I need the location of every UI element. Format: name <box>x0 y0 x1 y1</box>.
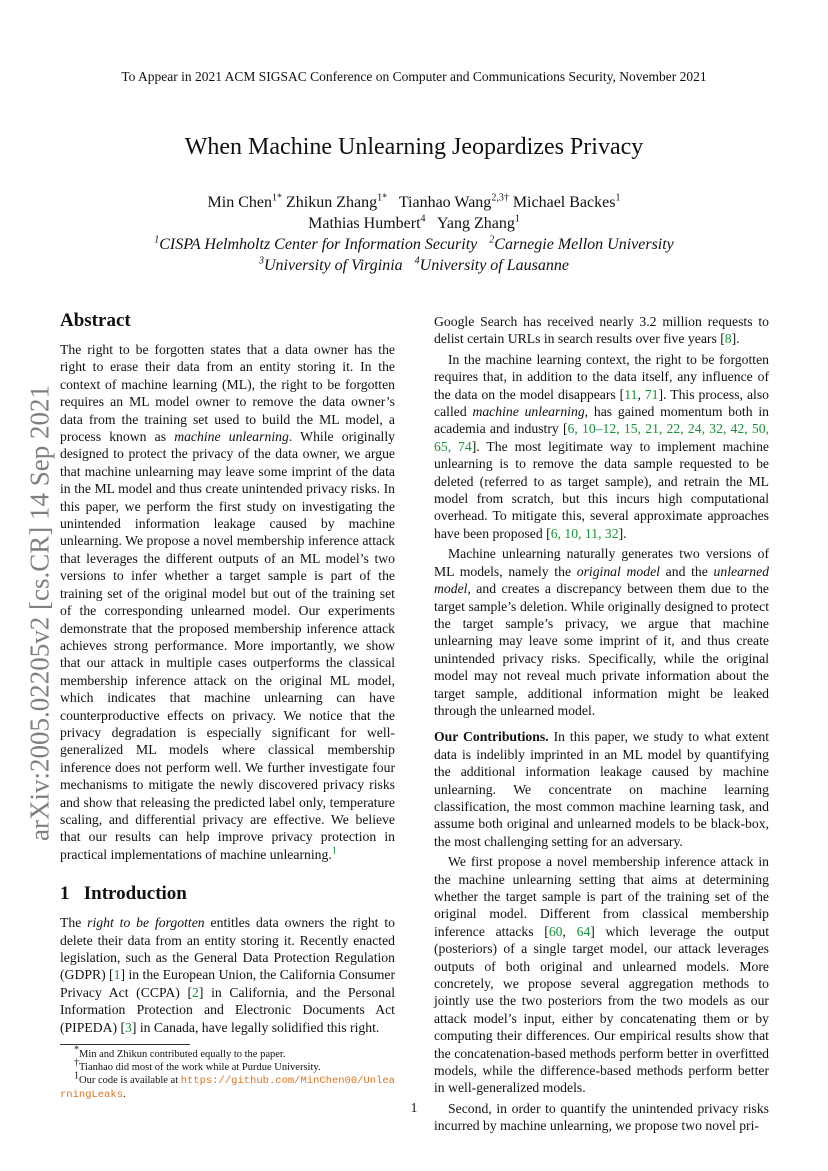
text-run: The <box>60 915 88 931</box>
footnote-text: Our code is available at <box>79 1075 181 1087</box>
author-name: Tianhao Wang <box>398 194 492 211</box>
affiliation-mark: 1 <box>154 234 160 246</box>
text-run: , has gained momentum both in academia and industry [ <box>434 404 769 437</box>
section-number: 1 <box>60 883 70 905</box>
emphasis: original model <box>576 563 660 579</box>
text-run: ] in the European Union, the California Consumer Privacy Act (CCPA) [ <box>60 967 395 1000</box>
affiliation-line-2 <box>0 255 828 276</box>
affiliation-name: University of Virginia <box>264 257 403 274</box>
citation-link[interactable]: 6, 10, 11, 32 <box>550 525 619 541</box>
text-run: ] which leverage the output (posteriors) of a single target model, our attack leverages outputs of both original and unlearned models. More concretely, we propose several aggregation methods to jointly use the two posteriors from the two models as our attack model’s input, either by concatenating them or by computing their differences. Our empirical results show that the concatenation-based methods perform better in overfitted models, while the difference-based methods perform better in well-generalized models. <box>434 923 770 1096</box>
text-run: entitles data owners the right to delete their data from an entity storing it. Recently enacted legislation, such as the General Data Protection Regulation (GDPR) [ <box>60 915 395 983</box>
text-run: In this paper, we study to what extent data is indelibly imprinted in an ML model by quantifying the additional information leakage caused by machine unlearning. We concentrate on machine learning classification, the most common machine learning task, and assume both original and unlearned models to be black-box, the most challenging setting for an adversary. <box>434 729 769 849</box>
footnotes <box>60 1044 395 1102</box>
citation-link[interactable]: 2 <box>192 984 199 1000</box>
paper-title: When Machine Unlearning Jeopardizes Privacy <box>184 134 644 160</box>
footnote <box>60 1057 395 1074</box>
footnote-text: Min and Zhikun contributed equally to the paper. <box>79 1049 286 1061</box>
emphasis: machine unlearning <box>174 429 289 445</box>
citation-link[interactable]: 71 <box>644 386 659 402</box>
citation-link[interactable]: 1 <box>113 967 121 983</box>
citation-link[interactable]: 3 <box>125 1019 132 1035</box>
intro-paragraph <box>60 914 395 1036</box>
text-run: ] in Canada, have legally solidified this right. <box>131 1019 380 1035</box>
text-run: and the <box>659 563 714 579</box>
text-run: ]. <box>731 331 740 347</box>
paragraph <box>434 728 769 850</box>
author-line-1 <box>0 192 828 213</box>
citation-link[interactable]: 60 <box>548 923 563 939</box>
section-heading-introduction <box>60 883 395 905</box>
author-name: Mathias Humbert <box>308 215 421 232</box>
citation-link[interactable]: 8 <box>724 331 732 347</box>
footnote-rule <box>60 1044 190 1045</box>
author-name: Michael Backes <box>512 194 616 211</box>
text-run: ]. This process, also called <box>434 386 769 420</box>
footnote <box>60 1070 395 1102</box>
author-name: Zhikun Zhang <box>286 194 378 211</box>
affiliation-name: Carnegie Mellon University <box>494 236 674 253</box>
text-run: , <box>637 386 645 402</box>
text-run: The right to be forgotten states that a data owner has the right to erase their data from an entity storing it. In the context of machine learning (ML), the right to be forgotten requires an ML model owner to remove the data owner’s data from the training set used to build the ML model, a process known as <box>60 342 395 445</box>
author-mark: 1 <box>615 192 621 204</box>
author-mark: 4 <box>420 213 426 225</box>
affiliation-mark: 4 <box>414 255 420 267</box>
section-title: Introduction <box>83 883 187 905</box>
paragraph <box>434 351 769 542</box>
footnote <box>60 1044 395 1061</box>
footnote-mark: 1 <box>74 1070 79 1082</box>
affiliation-name: CISPA Helmholtz Center for Information Security <box>159 236 478 253</box>
abstract-text <box>60 341 395 863</box>
text-run: Machine unlearning naturally generates two versions of ML models, namely the <box>434 546 769 579</box>
paragraph <box>434 313 769 348</box>
text-run: We first propose a novel membership inference attack in the machine unlearning setting that aims at determining whether the target sample is part of the training set of the original model. Different from classical membership inference attacks [ <box>434 854 769 939</box>
text-run: ] in California, and the Personal Information Protection and Electronic Documents Act (PIPEDA) [ <box>60 984 395 1035</box>
text-run: ]. <box>618 525 627 541</box>
footnote-text: Tianhao did most of the work while at Purdue University. <box>79 1062 321 1074</box>
page-number: 1 <box>410 1100 418 1115</box>
text-run: Google Search has received nearly 3.2 million requests to delist certain URLs in search results over five years [ <box>434 314 769 347</box>
arxiv-stamp: arXiv:2005.02205v2 [cs.CR] 14 Sep 2021 <box>24 385 55 841</box>
text-run: . <box>123 1089 126 1101</box>
text-run: In the machine learning context, the right to be forgotten requires that, in addition to the data itself, any influence of the data on the model disappears [ <box>434 351 769 402</box>
left-column <box>60 310 395 1102</box>
text-run: ]. The most legitimate way to implement machine unlearning is to remove the data sample requested to be deleted (referred to as target sample), and retrain the ML model from scratch, but this incurs high computational overhead. To mitigate this, several approximate approaches have been proposed [ <box>434 438 769 541</box>
abstract-heading: Abstract <box>60 310 131 331</box>
paragraph <box>434 545 769 719</box>
venue-line: To Appear in 2021 ACM SIGSAC Conference on Computer and Communications Security, November 2021 <box>121 69 707 84</box>
emphasis: unlearned model <box>434 563 769 597</box>
emphasis: machine unlearning <box>472 404 585 420</box>
affiliation-line-1 <box>0 234 828 255</box>
footnote-mark: † <box>74 1057 79 1069</box>
text-run: . While originally designed to protect the privacy of the data owner, we argue that machine unlearning may leave some imprint of the data in the ML model and thus create unintended privacy risks. In this paper, we perform the first study on investigating the unintended information leakage caused by machine unlearning. We propose a novel membership inference attack that leverages the different outputs of an ML model’s two versions to infer whether a target sample is part of the training set of the original model but out of the training set of the corresponding unlearned model. Our experiments demonstrate that the proposed membership inference attack achieves strong performance. More importantly, we show that our attack in multiple cases outperforms the classical membership inference attack on the original ML model, which indicates that machine unlearning can have counterproductive effects on privacy. We notice that the privacy degradation is especially significant for well-generalized ML models where classical membership inference does not perform well. We further investigate four mechanisms to mitigate the newly discovered privacy risks and show that releasing the predicted label only, temperature scaling, and differential privacy are effective. We believe that our results can help improve privacy protection in practical implementations of machine unlearning. <box>60 429 395 862</box>
author-line-2 <box>0 213 828 234</box>
affiliation-name: University of Lausanne <box>419 257 569 274</box>
text-run: , and creates a discrepancy between them due to the target sample’s deletion. While originally designed to protect the target sample’s privacy, we argue that machine unlearning may leave some imprint of it, and thus create unintended privacy risks. Specifically, while the original model may not reveal much private information about the target sample, additional information might be leaked through the unlearned model. <box>434 581 769 718</box>
citation-link[interactable]: 6, 10–12, 15, 21, 22, 24, 32, 42, 50, 65, 74 <box>434 421 769 454</box>
footnote-mark: * <box>74 1044 79 1056</box>
author-name: Yang Zhang <box>436 215 515 232</box>
author-mark: 1* <box>377 192 388 204</box>
code-url-link[interactable]: https://github.com/MinChen00/UnlearningLeaks <box>60 1075 395 1102</box>
affiliation-mark: 2 <box>489 234 495 246</box>
author-mark: 1* <box>272 192 282 204</box>
affiliation-mark: 3 <box>259 255 264 267</box>
run-in-heading: Our Contributions. <box>434 729 549 745</box>
text-run: , <box>562 923 577 939</box>
author-name: Min Chen <box>207 194 272 211</box>
emphasis: right to be forgotten <box>87 915 205 931</box>
text-run: Second, in order to quantify the unintended privacy risks incurred by machine unlearning, we propose two novel pri- <box>434 1100 769 1134</box>
citation-link[interactable]: 64 <box>576 923 591 939</box>
footnote-link[interactable]: 1 <box>331 845 337 857</box>
paragraph <box>434 853 769 1097</box>
author-mark: 1 <box>514 213 520 225</box>
author-mark: 2,3† <box>491 192 509 204</box>
citation-link[interactable]: 11 <box>624 386 638 402</box>
right-column <box>434 313 769 1135</box>
